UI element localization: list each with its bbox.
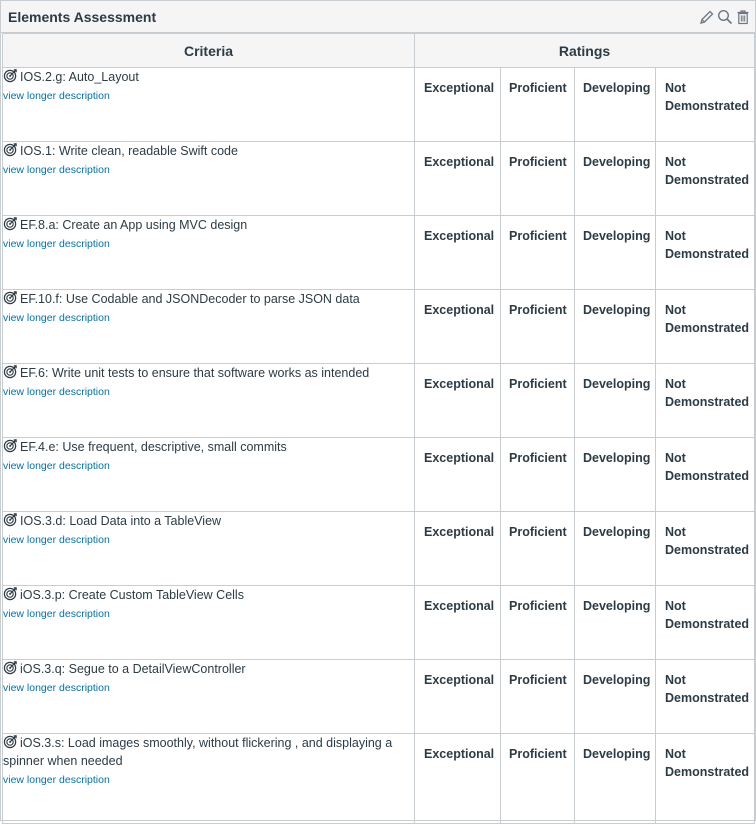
- table-row: [3, 438, 755, 512]
- table-row: [3, 734, 755, 824]
- criterion-label: iOS.3.s: Load images smoothly, without flickering , and displaying a spinner when needed: [3, 736, 393, 768]
- criterion-cell: [3, 438, 415, 512]
- table-row: [3, 290, 755, 364]
- search-icon[interactable]: [717, 9, 733, 25]
- view-longer-description-link[interactable]: view longer description: [3, 608, 110, 620]
- ratings-group: [415, 216, 754, 289]
- criterion-cell: [3, 734, 415, 824]
- criterion-cell: [3, 512, 415, 586]
- rating-exceptional[interactable]: Exceptional: [415, 438, 501, 511]
- outcome-target-icon: [3, 660, 18, 675]
- ratings-group: [415, 586, 754, 659]
- rating-proficient[interactable]: Proficient: [501, 68, 575, 141]
- criterion-cell: [3, 68, 415, 142]
- table-header-row: [3, 34, 755, 68]
- rating-proficient[interactable]: Proficient: [501, 142, 575, 215]
- outcome-target-icon: [3, 438, 18, 453]
- criterion-label: IOS.2.g: Auto_Layout: [20, 70, 139, 84]
- criterion-text-line: [3, 660, 414, 678]
- view-longer-description-link[interactable]: view longer description: [3, 460, 110, 472]
- rating-developing[interactable]: Developing: [575, 364, 656, 437]
- criterion-text-line: [3, 438, 414, 456]
- rating-not-demonstrated[interactable]: Not Demonstrated: [665, 303, 750, 335]
- criterion-label: iOS.3.q: Segue to a DetailViewController: [20, 662, 246, 676]
- view-longer-description-link[interactable]: view longer description: [3, 90, 110, 102]
- table-row: [3, 364, 755, 438]
- table-row: [3, 68, 755, 142]
- ratings-cell: [415, 142, 755, 216]
- rating-not-demonstrated[interactable]: Not Demonstrated: [665, 451, 750, 483]
- outcome-target-icon: [3, 364, 18, 379]
- criterion-label: EF.4.e: Use frequent, descriptive, small commits: [20, 440, 287, 454]
- rating-exceptional[interactable]: Exceptional: [415, 68, 501, 141]
- ratings-group: [415, 68, 754, 141]
- criterion-cell: [3, 142, 415, 216]
- ratings-group: [415, 660, 754, 733]
- outcome-target-icon: [3, 142, 18, 157]
- criterion-label: EF.10.f: Use Codable and JSONDecoder to parse JSON data: [20, 292, 360, 306]
- table-row: [3, 142, 755, 216]
- rating-proficient[interactable]: Proficient: [501, 512, 575, 585]
- ratings-group: [415, 364, 754, 437]
- view-longer-description-link[interactable]: view longer description: [3, 534, 110, 546]
- criterion-text-line: [3, 290, 414, 308]
- rating-not-demonstrated[interactable]: Not Demonstrated: [665, 155, 750, 187]
- header-icons: [699, 9, 751, 25]
- criterion-cell: [3, 660, 415, 734]
- ratings-cell: [415, 438, 755, 512]
- ratings-cell: [415, 660, 755, 734]
- rating-exceptional[interactable]: Exceptional: [415, 290, 501, 363]
- ratings-cell: [415, 216, 755, 290]
- rating-developing[interactable]: Developing: [575, 216, 656, 289]
- rating-not-demonstrated[interactable]: Not Demonstrated: [665, 673, 750, 705]
- trash-icon[interactable]: [735, 9, 751, 25]
- rating-proficient[interactable]: Proficient: [501, 216, 575, 289]
- ratings-group: [415, 290, 754, 363]
- ratings-cell: [415, 512, 755, 586]
- view-longer-description-link[interactable]: view longer description: [3, 774, 110, 786]
- rating-exceptional[interactable]: Exceptional: [415, 512, 501, 585]
- ratings-cell: [415, 68, 755, 142]
- rubric-table: [2, 33, 755, 824]
- rating-not-demonstrated[interactable]: Not Demonstrated: [665, 229, 750, 261]
- rating-proficient[interactable]: Proficient: [501, 660, 575, 733]
- ratings-cell: [415, 290, 755, 364]
- outcome-target-icon: [3, 512, 18, 527]
- criterion-label: iOS.3.p: Create Custom TableView Cells: [20, 588, 244, 602]
- pencil-icon[interactable]: [699, 9, 715, 25]
- ratings-cell: [415, 586, 755, 660]
- rating-exceptional[interactable]: Exceptional: [415, 364, 501, 437]
- outcome-target-icon: [3, 734, 18, 749]
- rating-developing[interactable]: Developing: [575, 586, 656, 659]
- criterion-text-line: [3, 734, 414, 770]
- panel-header: [1, 1, 755, 33]
- rating-proficient[interactable]: Proficient: [501, 586, 575, 659]
- view-longer-description-link[interactable]: view longer description: [3, 164, 110, 176]
- view-longer-description-link[interactable]: view longer description: [3, 312, 110, 324]
- rating-developing[interactable]: Developing: [575, 290, 656, 363]
- panel-title: Elements Assessment: [8, 8, 157, 25]
- outcome-target-icon: [3, 290, 18, 305]
- ratings-header: Ratings: [415, 34, 755, 68]
- ratings-group: [415, 512, 754, 585]
- table-row: [3, 216, 755, 290]
- rating-exceptional[interactable]: Exceptional: [415, 216, 501, 289]
- rating-exceptional[interactable]: Exceptional: [415, 586, 501, 659]
- criteria-header: Criteria: [3, 34, 415, 68]
- rating-developing[interactable]: Developing: [575, 734, 656, 823]
- table-row: [3, 660, 755, 734]
- criterion-cell: [3, 290, 415, 364]
- criterion-text-line: [3, 364, 414, 382]
- ratings-group: [415, 734, 754, 823]
- rating-not-demonstrated[interactable]: Not Demonstrated: [665, 599, 750, 631]
- rating-developing[interactable]: Developing: [575, 142, 656, 215]
- criterion-label: EF.6: Write unit tests to ensure that software works as intended: [20, 366, 370, 380]
- rating-developing[interactable]: Developing: [575, 512, 656, 585]
- criterion-text-line: [3, 512, 414, 530]
- view-longer-description-link[interactable]: view longer description: [3, 238, 110, 250]
- table-row: [3, 512, 755, 586]
- criterion-text-line: [3, 586, 414, 604]
- rating-exceptional[interactable]: Exceptional: [415, 734, 501, 823]
- criterion-label: IOS.1: Write clean, readable Swift code: [20, 144, 238, 158]
- table-row: [3, 586, 755, 660]
- rating-not-demonstrated[interactable]: Not Demonstrated: [665, 81, 750, 113]
- outcome-target-icon: [3, 586, 18, 601]
- outcome-target-icon: [3, 68, 18, 83]
- rating-developing[interactable]: Developing: [575, 438, 656, 511]
- criterion-cell: [3, 586, 415, 660]
- rating-proficient[interactable]: Proficient: [501, 438, 575, 511]
- criterion-text-line: [3, 142, 414, 160]
- criterion-cell: [3, 364, 415, 438]
- rating-not-demonstrated[interactable]: Not Demonstrated: [665, 377, 750, 409]
- ratings-cell: [415, 364, 755, 438]
- criterion-cell: [3, 216, 415, 290]
- criterion-text-line: [3, 68, 414, 86]
- criterion-text-line: [3, 216, 414, 234]
- view-longer-description-link[interactable]: view longer description: [3, 682, 110, 694]
- ratings-group: [415, 438, 754, 511]
- rating-proficient[interactable]: Proficient: [501, 734, 575, 823]
- rating-developing[interactable]: Developing: [575, 660, 656, 733]
- outcome-target-icon: [3, 216, 18, 231]
- rating-proficient[interactable]: Proficient: [501, 290, 575, 363]
- rating-not-demonstrated[interactable]: Not Demonstrated: [665, 747, 750, 779]
- rating-exceptional[interactable]: Exceptional: [415, 660, 501, 733]
- view-longer-description-link[interactable]: view longer description: [3, 386, 110, 398]
- rating-exceptional[interactable]: Exceptional: [415, 142, 501, 215]
- rating-proficient[interactable]: Proficient: [501, 364, 575, 437]
- rating-not-demonstrated[interactable]: Not Demonstrated: [665, 525, 750, 557]
- criterion-label: IOS.3.d: Load Data into a TableView: [20, 514, 222, 528]
- criterion-label: EF.8.a: Create an App using MVC design: [20, 218, 248, 232]
- rating-developing[interactable]: Developing: [575, 68, 656, 141]
- ratings-group: [415, 142, 754, 215]
- ratings-cell: [415, 734, 755, 824]
